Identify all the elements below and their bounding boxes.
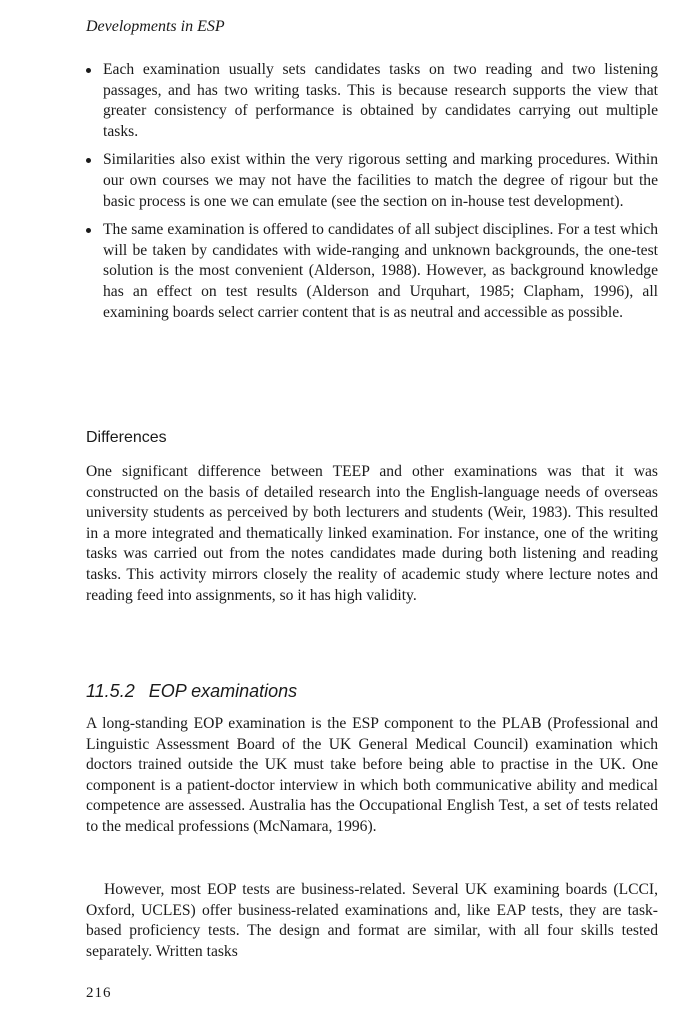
bullet-item: [86, 60, 658, 142]
bullet-list: [86, 60, 658, 331]
differences-heading: Differences: [86, 429, 167, 446]
section-heading: [86, 681, 297, 702]
bullet-text: Similarities also exist within the very rigorous setting and marking procedures. Within our own courses we may not have the facilities to match the degree of rigour but the basic process is one we can emulate (see the section on in-house test development).: [103, 151, 658, 210]
bullet-icon: [86, 228, 91, 233]
page-number: 216: [86, 985, 112, 1001]
running-head: Developments in ESP: [86, 18, 225, 35]
bullet-icon: [86, 158, 91, 163]
bullet-icon: [86, 68, 91, 73]
bullet-item: [86, 220, 658, 323]
eop-paragraph-2: However, most EOP tests are business-related. Several UK examining boards (LCCI, Oxford, UCLES) offer business-related examinations and, like EAP tests, they are task-based proficiency tests. The design and format are similar, with all four skills tested separately. Written tasks: [86, 881, 658, 960]
bullet-item: [86, 150, 658, 212]
section-number: 11.5.2: [86, 681, 135, 701]
bullet-text: Each examination usually sets candidates tasks on two reading and two listening passages, and has two writing tasks. This is because research supports the view that greater consistency of performance is obtained by candidates carrying out multiple tasks.: [103, 61, 658, 140]
differences-paragraph: One significant difference between TEEP and other examinations was that it was constructed on the basis of detailed research into the English-language needs of overseas university students as perceived by both lecturers and students (Weir, 1983). This resulted in a more integrated and thematically linked examination. For instance, one of the writing tasks was carried out from the notes candidates made during both listening and reading tasks. This activity mirrors closely the reality of academic study where lecture notes and reading feed into assignments, so it has high validity.: [86, 463, 658, 604]
bullet-text: The same examination is offered to candidates of all subject disciplines. For a test which will be taken by candidates with wide-ranging and unknown backgrounds, the one-test solution is the most convenient (Alderson, 1988). However, as background knowledge has an effect on test results (Alderson and Urquhart, 1985; Clapham, 1996), all examining boards select carrier content that is as neutral and accessible as possible.: [103, 221, 658, 321]
eop-paragraph-1: A long-standing EOP examination is the ESP component to the PLAB (Professional and Linguistic Assessment Board of the UK General Medical Council) examination which doctors trained outside the UK must take before being able to practise in the UK. One component is a patient-doctor interview in which both communicative ability and medical competence are assessed. Australia has the Occupational English Test, a set of tests related to the medical professions (McNamara, 1996).: [86, 715, 658, 835]
section-title: EOP examinations: [148, 681, 298, 701]
